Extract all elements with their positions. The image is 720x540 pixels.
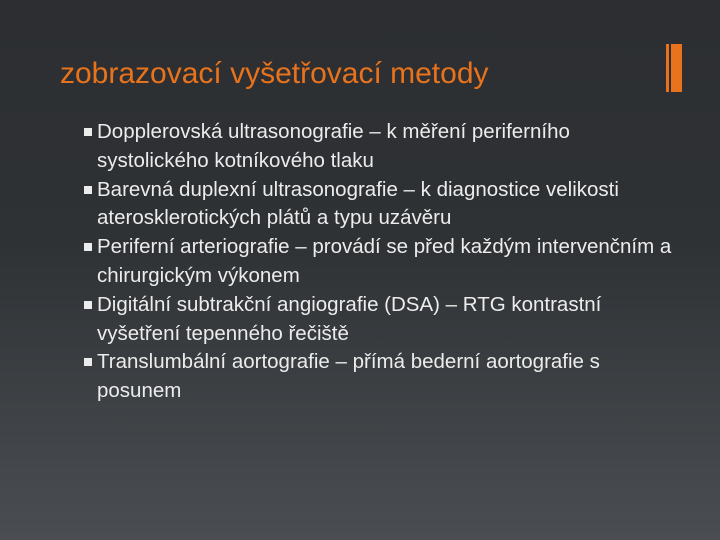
accent-bar-decoration xyxy=(666,44,682,92)
bullet-item xyxy=(84,233,674,291)
bullet-text: Periferní arteriografie – provádí se před každým intervenčním a chirurgickým výkonem xyxy=(97,235,672,287)
square-bullet-icon xyxy=(84,358,92,366)
bullet-item xyxy=(84,118,674,176)
bullet-text: Barevná duplexní ultrasonografie – k diagnostice velikosti aterosklerotických plátů a typu uzávěru xyxy=(97,177,619,230)
bullet-text: Translumbální aortografie – přímá bederní aortografie s posunem xyxy=(97,350,600,403)
bullet-text: Digitální subtrakční angiografie (DSA) – RTG kontrastní vyšetření tepenného řečiště xyxy=(97,292,602,345)
bullet-item xyxy=(84,176,674,234)
bullet-item xyxy=(84,348,674,406)
square-bullet-icon xyxy=(84,128,92,136)
bullet-text: Dopplerovská ultrasonografie – k měření periferního systolického kotníkového tlaku xyxy=(97,120,570,172)
bullet-list xyxy=(84,118,674,406)
slide-title: zobrazovací vyšetřovací metody xyxy=(60,57,489,90)
accent-bar-thick xyxy=(671,44,682,92)
accent-bar-thin xyxy=(666,44,669,92)
square-bullet-icon xyxy=(84,301,92,309)
bullet-item xyxy=(84,291,674,349)
square-bullet-icon xyxy=(84,186,92,194)
square-bullet-icon xyxy=(84,243,92,251)
